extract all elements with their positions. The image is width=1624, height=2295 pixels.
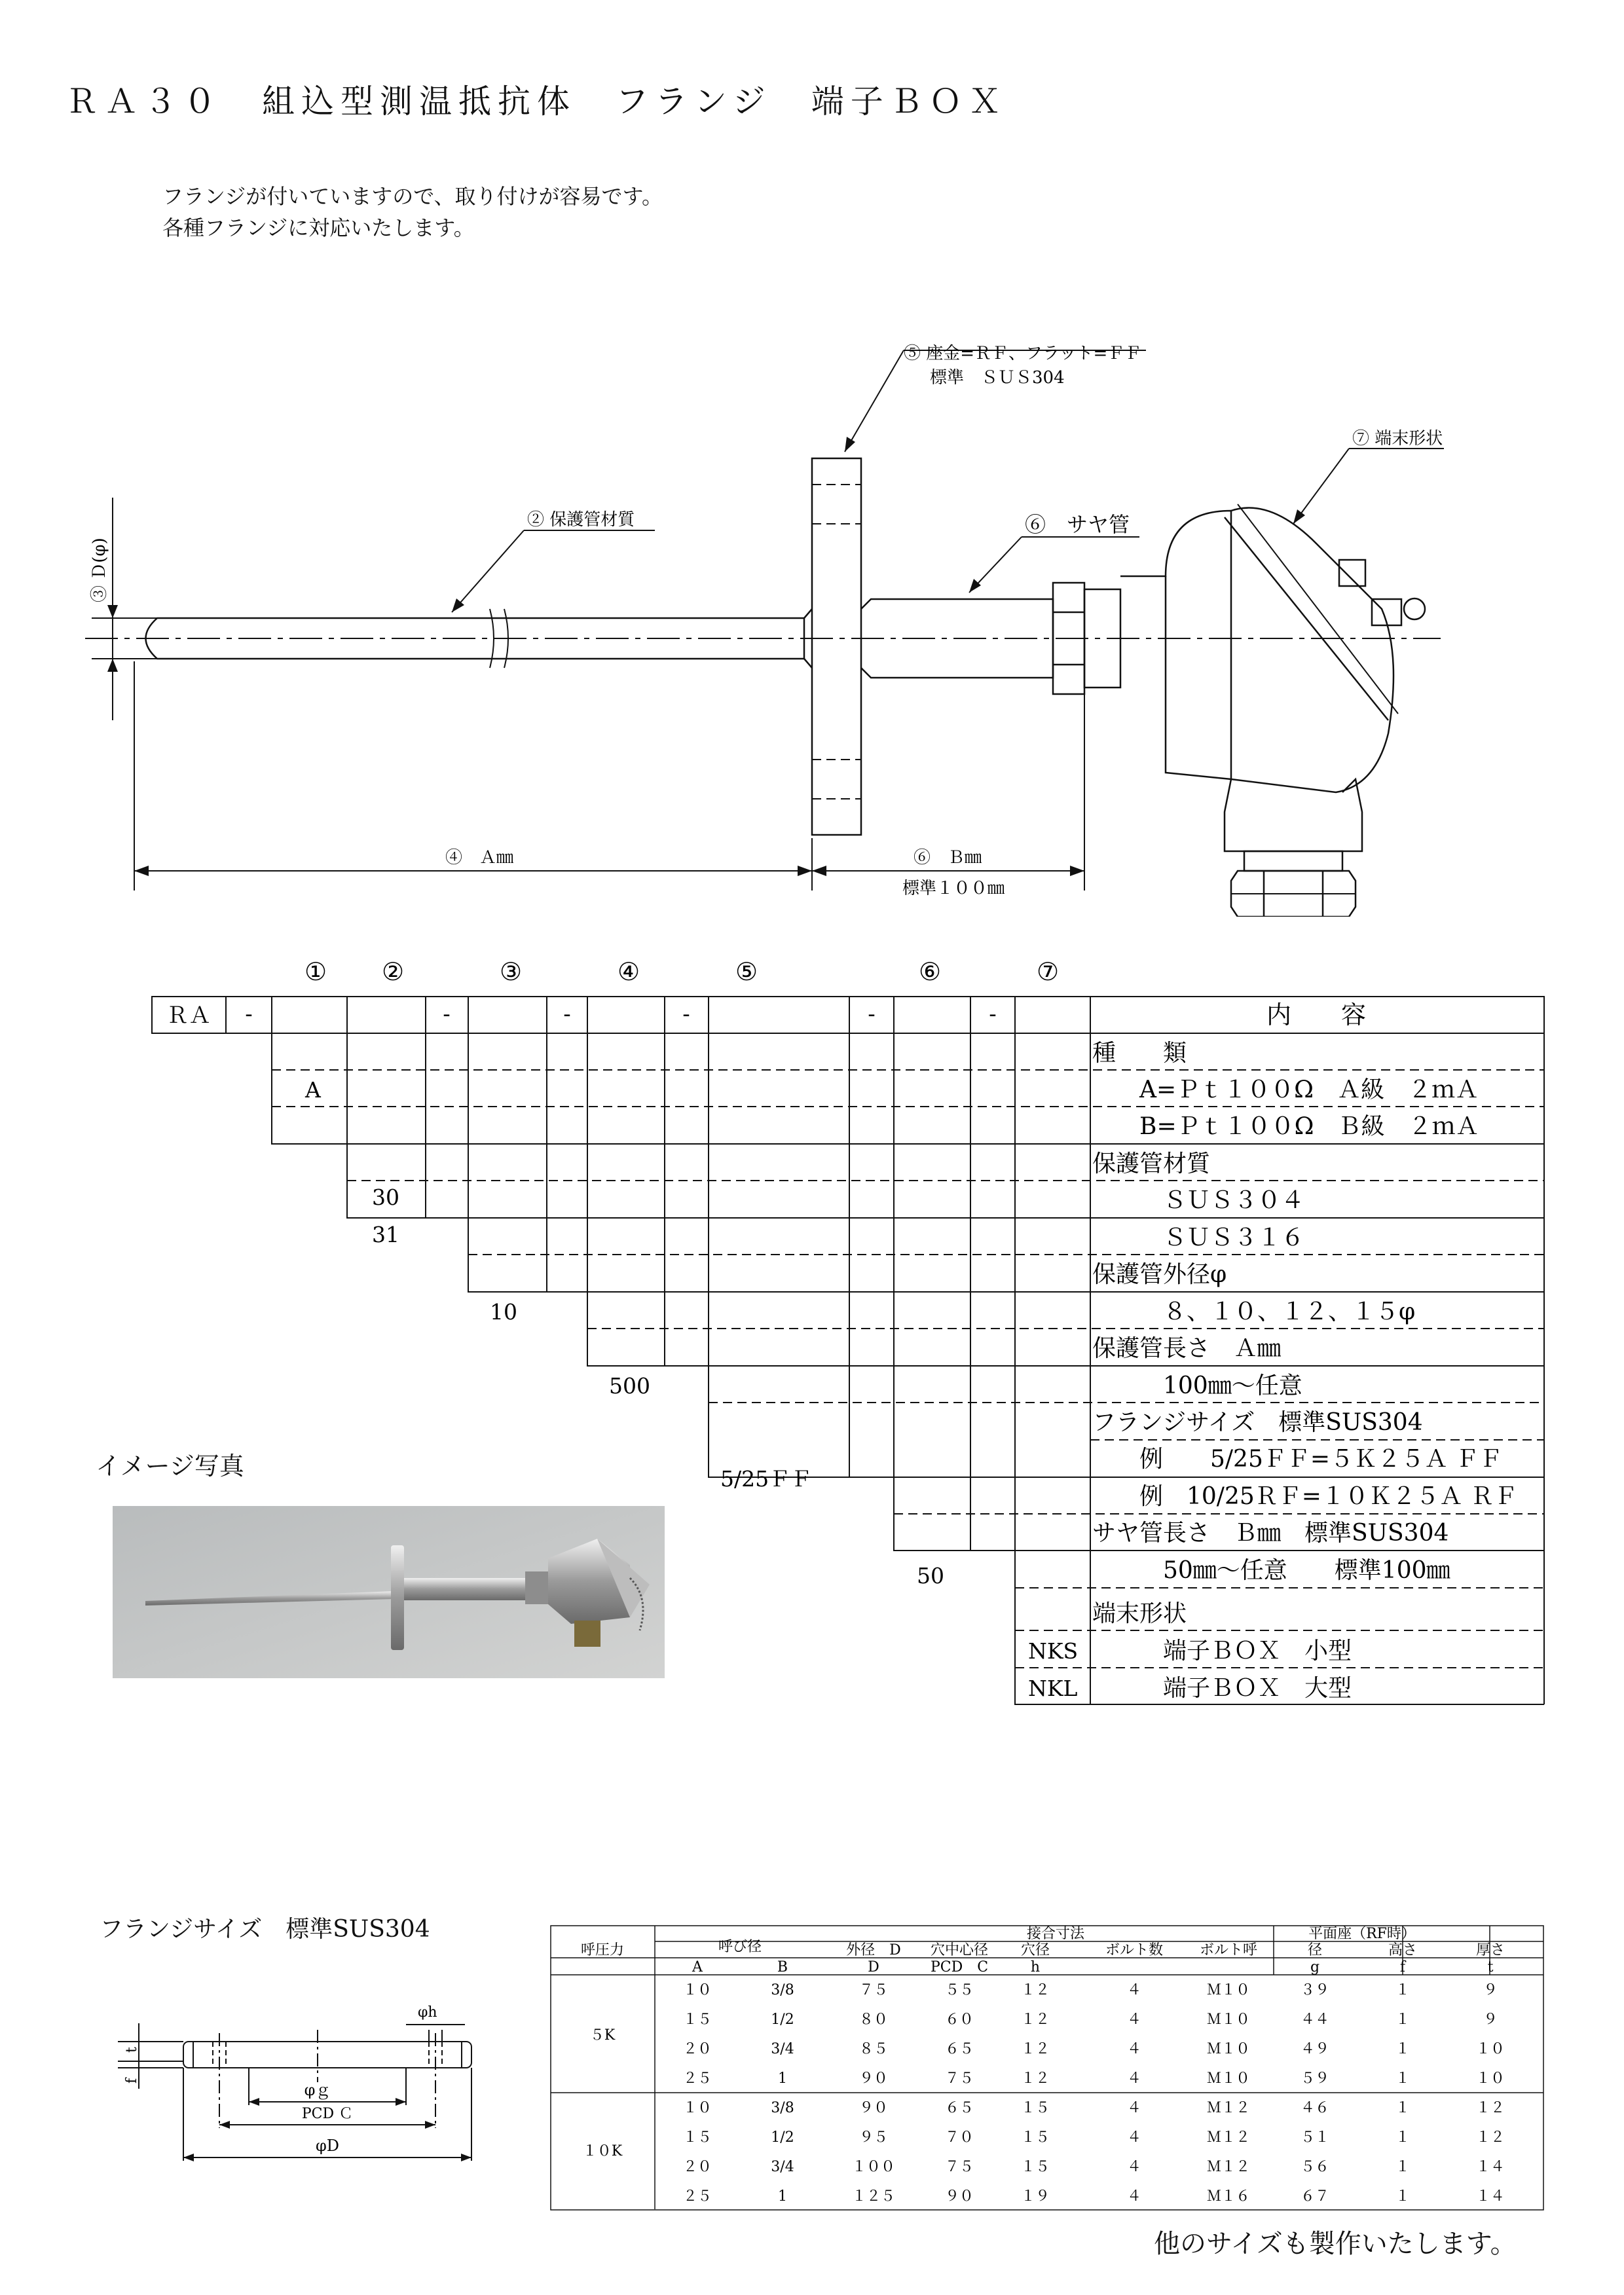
flange-table xyxy=(550,1925,1545,2213)
flange-cell: Ｍ１２ xyxy=(1206,2129,1251,2146)
code-prefix: ＲＡ xyxy=(166,1002,211,1029)
flange-cell: Ｍ１２ xyxy=(1206,2100,1251,2116)
code-terminal-nks: NKS xyxy=(1028,1638,1079,1664)
flange-cell: １５ xyxy=(1020,2100,1050,2116)
footer-note: 他のサイズも製作いたします。 xyxy=(1154,2229,1517,2259)
flange-cell: 1/2 xyxy=(771,2011,794,2028)
flange-cell: ８０ xyxy=(858,2011,889,2028)
flange-cell: ９５ xyxy=(858,2129,889,2146)
terminal-box-body xyxy=(1120,511,1362,851)
flange-cell: ２０ xyxy=(682,2041,712,2057)
flange-cell: ４ xyxy=(1126,2188,1142,2205)
flange-header-dia: 径 xyxy=(1307,1942,1323,1958)
desc-row-5: ＳＵＳ３０４ xyxy=(1092,1187,1305,1214)
flange-cell: ５５ xyxy=(944,1982,974,1998)
dash-5: - xyxy=(868,1001,876,1027)
col-number-5: ⑤ xyxy=(735,957,758,986)
flange-cell: １０ xyxy=(1475,2041,1505,2057)
flange-cell: ９ xyxy=(1483,1982,1498,1998)
flange-diagram xyxy=(92,1977,485,2174)
flange-cell: １０ xyxy=(682,2100,712,2116)
flange-cell: １５ xyxy=(682,2129,712,2146)
desc-row-13: 例 10/25ＲＦ=１０Ｋ２５Ａ ＲＦ xyxy=(1092,1483,1518,1510)
flange-cell: １ xyxy=(1395,2070,1411,2087)
flange-header-pressure: 呼圧力 xyxy=(580,1942,625,1958)
flange-cell: Ｍ１６ xyxy=(1206,2188,1251,2205)
flange-cell: ５１ xyxy=(1300,2129,1330,2146)
callout-5-line2: 標準 ＳＵＳ304 xyxy=(930,368,1065,388)
flange-cell: １２５ xyxy=(851,2188,896,2205)
flange-cell: １２ xyxy=(1020,2070,1050,2087)
dim-a-label: ④ Ａ㎜ xyxy=(445,848,514,868)
flange-header-bolt-count: ボルト数 xyxy=(1105,1942,1164,1958)
flange-sub-f: f xyxy=(1399,1959,1406,1975)
col-number-7: ⑦ xyxy=(1036,957,1060,986)
col-number-4: ④ xyxy=(617,957,640,986)
flange-cell: １２ xyxy=(1475,2129,1505,2146)
flange-cell: ４ xyxy=(1126,2159,1142,2175)
flange-cell: Ｍ１０ xyxy=(1206,2041,1251,2057)
flange-plate xyxy=(812,458,861,835)
flange-cell: ７５ xyxy=(944,2070,974,2087)
flange-cell: Ｍ１２ xyxy=(1206,2159,1251,2175)
desc-row-8: ８、１０、１２、１５φ xyxy=(1092,1298,1416,1325)
code-diameter-10: 10 xyxy=(490,1299,517,1325)
flange-cell: １ xyxy=(1395,2041,1411,2057)
flange-header-joint: 接合寸法 xyxy=(1026,1926,1085,1942)
flange-dim-f: f xyxy=(124,2078,140,2084)
flange-cell: ４ xyxy=(1126,2129,1142,2146)
product-photo xyxy=(113,1506,665,1678)
code-flange-5-25ff: 5/25ＦＦ xyxy=(720,1466,813,1492)
desc-row-12: 例 5/25ＦＦ=５Ｋ２５Ａ ＦＦ xyxy=(1092,1446,1503,1473)
flange-cell: ３９ xyxy=(1300,1982,1330,1998)
flange-cell: １２ xyxy=(1020,2041,1050,2057)
flange-cell: ７０ xyxy=(944,2129,974,2146)
flange-cell: ９０ xyxy=(944,2188,974,2205)
desc-header: 内 容 xyxy=(1266,1001,1367,1029)
desc-row-17: 端子ＢＯＸ 小型 xyxy=(1092,1638,1352,1664)
flange-header-pcd: 穴中心径 xyxy=(930,1942,989,1958)
desc-row-15: 50㎜～任意 標準100㎜ xyxy=(1092,1557,1450,1584)
flange-cell: １５ xyxy=(1020,2159,1050,2175)
flange-cell: Ｍ１０ xyxy=(1206,1982,1251,1998)
photo-label: イメージ写真 xyxy=(96,1452,244,1480)
dim-b-label: ⑥ Ｂ㎜ xyxy=(913,848,982,868)
flange-cell: 1 xyxy=(778,2188,787,2205)
desc-row-4: 保護管材質 xyxy=(1092,1150,1211,1177)
col-number-6: ⑥ xyxy=(918,957,942,986)
flange-cell: ６７ xyxy=(1300,2188,1330,2205)
flange-cell: ８５ xyxy=(858,2041,889,2057)
flange-cell: ４ xyxy=(1126,2100,1142,2116)
flange-group-5k: ５K xyxy=(589,2027,616,2044)
flange-cell: ７５ xyxy=(944,2159,974,2175)
desc-row-9: 保護管長さ Ａ㎜ xyxy=(1092,1335,1282,1362)
flange-sub-d: D xyxy=(868,1959,879,1975)
flange-dim-pcd: PCD Ｃ xyxy=(301,2106,354,2122)
flange-dim-h: φh xyxy=(418,2004,437,2021)
desc-row-3: B=Ｐｔ１００Ω Ｂ級 ２ｍＡ xyxy=(1092,1113,1479,1140)
flange-cell: Ｍ１０ xyxy=(1206,2070,1251,2087)
flange-cell: 3/4 xyxy=(771,2159,794,2175)
flange-cell: ２０ xyxy=(682,2159,712,2175)
flange-cell: ４ xyxy=(1126,2070,1142,2087)
flange-cell: １５ xyxy=(682,2011,712,2028)
callout-2: ② 保護管材質 xyxy=(527,510,635,530)
flange-cell: １０ xyxy=(682,1982,712,1998)
page-title: ＲＡ３０ 組込型測温抵抗体 フランジ 端子ＢＯＸ xyxy=(65,83,1008,120)
flange-cell: 3/8 xyxy=(771,2100,794,2116)
flange-cell: ２５ xyxy=(682,2070,712,2087)
flange-sub-t: t xyxy=(1487,1959,1494,1975)
flange-cell: １２ xyxy=(1020,2011,1050,2028)
flange-section-title: フランジサイズ 標準SUS304 xyxy=(100,1916,430,1943)
flange-sub-b: B xyxy=(777,1959,788,1975)
flange-cell: ５９ xyxy=(1300,2070,1330,2087)
flange-header-bolt-size: ボルト呼 xyxy=(1199,1942,1258,1958)
flange-cell: ６０ xyxy=(944,2011,974,2028)
desc-row-18: 端子ＢＯＸ 大型 xyxy=(1092,1675,1352,1702)
flange-cell: ４６ xyxy=(1300,2100,1330,2116)
flange-cell: １ xyxy=(1395,2188,1411,2205)
desc-row-16: 端末形状 xyxy=(1092,1600,1187,1627)
flange-cell: ９０ xyxy=(858,2070,889,2087)
flange-cell: １００ xyxy=(851,2159,896,2175)
flange-cell: １ xyxy=(1395,2159,1411,2175)
col-number-2: ② xyxy=(381,957,405,986)
flange-cell: １ xyxy=(1395,1982,1411,1998)
flange-cell: １２ xyxy=(1475,2100,1505,2116)
flange-cell: １２ xyxy=(1020,1982,1050,1998)
flange-sub-g: g xyxy=(1310,1959,1320,1975)
callout-6: ⑥ サヤ管 xyxy=(1025,512,1130,537)
code-material-30: 30 xyxy=(372,1184,399,1210)
flange-cell: ４ xyxy=(1126,2011,1142,2028)
flange-cell: ４４ xyxy=(1300,2011,1330,2028)
col-number-3: ③ xyxy=(499,957,523,986)
flange-cell: 1/2 xyxy=(771,2129,794,2146)
flange-cell: １ xyxy=(1395,2129,1411,2146)
flange-cell: １５ xyxy=(1020,2129,1050,2146)
flange-cell: ５６ xyxy=(1300,2159,1330,2175)
col-number-1: ① xyxy=(304,957,327,986)
dash-6: - xyxy=(989,1001,997,1027)
callout-7: ⑦ 端末形状 xyxy=(1352,429,1443,449)
flange-cell: ９ xyxy=(1483,2011,1498,2028)
flange-header-hole: 穴径 xyxy=(1020,1942,1050,1958)
flange-cell: ６５ xyxy=(944,2100,974,2116)
flange-cell: ９０ xyxy=(858,2100,889,2116)
flange-cell: １９ xyxy=(1020,2188,1050,2205)
flange-cell: 3/4 xyxy=(771,2041,794,2057)
dash-3: - xyxy=(563,1001,571,1027)
dim-b-standard: 標準１００㎜ xyxy=(902,879,1005,898)
code-material-31: 31 xyxy=(372,1222,399,1247)
flange-cell: １４ xyxy=(1475,2188,1505,2205)
flange-cell: ２５ xyxy=(682,2188,712,2205)
flange-header-outer: 外径 D xyxy=(846,1942,901,1958)
flange-cell: 3/8 xyxy=(771,1982,794,1998)
flange-group-10k: １０K xyxy=(582,2143,623,2159)
dash-1: - xyxy=(245,1001,253,1027)
flange-cell: 1 xyxy=(778,2070,787,2087)
flange-sub-a: A xyxy=(692,1959,703,1975)
product-drawing xyxy=(0,0,1624,917)
dash-4: - xyxy=(682,1001,690,1027)
desc-row-14: サヤ管長さ Ｂ㎜ 標準SUS304 xyxy=(1092,1520,1449,1547)
dash-2: - xyxy=(443,1001,451,1027)
flange-sub-c: PCD C xyxy=(930,1959,989,1975)
desc-row-11: フランジサイズ 標準SUS304 xyxy=(1092,1409,1423,1436)
flange-dim-g: φｇ xyxy=(304,2081,331,2099)
code-type-a: A xyxy=(305,1077,321,1103)
flange-cell: １ xyxy=(1395,2100,1411,2116)
flange-dim-d: φD xyxy=(315,2137,340,2155)
intro-line-1: フランジが付いていますので、取り付けが容易です。 xyxy=(162,184,663,209)
flange-cell: ４ xyxy=(1126,1982,1142,1998)
callout-5-line1: ⑤ 座金=ＲＦ、フラット=ＦＦ xyxy=(904,344,1142,363)
flange-header-thick: 厚さ xyxy=(1475,1942,1505,1958)
desc-row-10: 100㎜～任意 xyxy=(1092,1372,1302,1399)
desc-row-2: A=Ｐｔ１００Ω Ａ級 ２ｍＡ xyxy=(1092,1076,1479,1103)
intro-line-2: 各種フランジに対応いたします。 xyxy=(162,215,475,240)
flange-header-rf: 平面座（RF時） xyxy=(1308,1926,1416,1942)
desc-row-7: 保護管外径φ xyxy=(1092,1261,1227,1288)
desc-row-6: ＳＵＳ３１６ xyxy=(1092,1224,1305,1251)
code-length-500: 500 xyxy=(609,1373,650,1399)
flange-cell: ７５ xyxy=(858,1982,889,1998)
flange-sub-h: h xyxy=(1030,1959,1041,1975)
flange-cell: １０ xyxy=(1475,2070,1505,2087)
flange-cell: ６５ xyxy=(944,2041,974,2057)
flange-header-height: 高さ xyxy=(1388,1942,1418,1958)
flange-cell: １４ xyxy=(1475,2159,1505,2175)
terminal-box-lid xyxy=(1231,508,1393,792)
flange-cell: １ xyxy=(1395,2011,1411,2028)
code-terminal-nkl: NKL xyxy=(1028,1676,1078,1701)
flange-cell: Ｍ１０ xyxy=(1206,2011,1251,2028)
callout-3: ③ Ｄ(φ) xyxy=(90,538,109,602)
code-sheath-50: 50 xyxy=(917,1563,944,1588)
flange-header-nominal: 呼び径 xyxy=(718,1939,762,1955)
flange-dim-t: t xyxy=(124,2047,140,2053)
flange-cell: ４ xyxy=(1126,2041,1142,2057)
flange-cell: ４９ xyxy=(1300,2041,1330,2057)
desc-row-1: 種 類 xyxy=(1092,1040,1187,1067)
